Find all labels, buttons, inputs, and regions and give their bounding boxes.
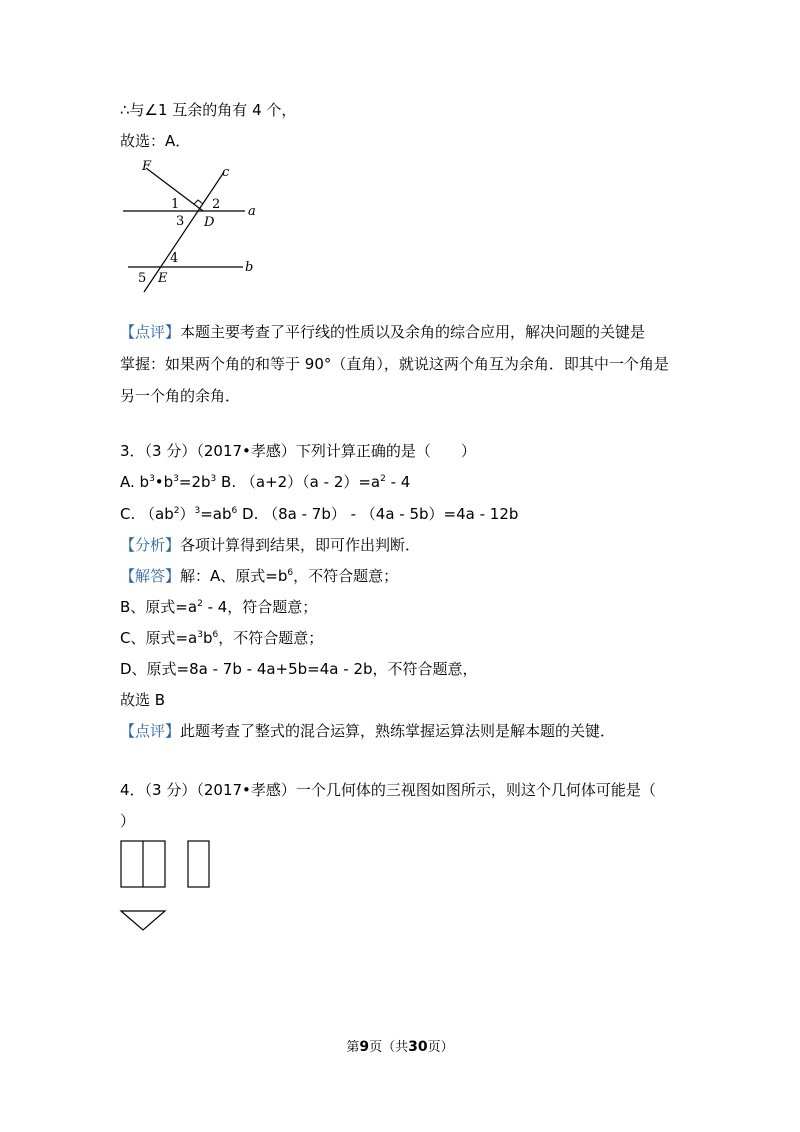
label-b: b: [245, 260, 254, 275]
label-D: D: [204, 215, 215, 230]
q3-stem: 3．（3 分）（2017•孝感）下列计算正确的是（ ）: [120, 442, 476, 460]
label-F: F: [142, 159, 152, 174]
conclusion-line: ∴与∠1 互余的角有 4 个，: [120, 101, 297, 119]
side-view: [188, 841, 209, 887]
right-angle-mark: [194, 200, 203, 204]
comment-para-1: [120, 322, 645, 342]
label-angle-4: 4: [170, 251, 179, 266]
q4-stem: 4．（3 分）（2017•孝感）一个几何体的三视图如图所示，则这个几何体可能是（: [120, 781, 656, 799]
q4-stem-end: ）: [120, 812, 136, 830]
line-c: [144, 172, 224, 292]
label-a: a: [248, 204, 256, 219]
top-view-triangle: [121, 911, 165, 930]
comment-text-1: 本题主要考查了平行线的性质以及余角的综合应用，解决问题的关键是: [180, 323, 646, 341]
label-angle-5: 5: [138, 271, 147, 286]
q3-analysis: 【分析】各项计算得到结果，即可作出判断．: [120, 536, 421, 554]
q3-answer-b: B、原式$=a^2 - 4$，符合题意；: [120, 598, 318, 616]
analysis-tag: 【分析】: [120, 536, 181, 554]
q3-answer-a: 【解答】解：A、原式$=b^6$，不符合题意；: [120, 567, 399, 585]
q3-options-ab: A. $b^3•b^3=2b^3$ B. $(a+2)(a - 2)=a^2 - 4$: [120, 473, 411, 491]
label-E: E: [158, 271, 168, 286]
comment-para-2: 掌握：如果两个角的和等于 90°（直角），就说这两个角互为余角．即其中一个角是: [120, 355, 669, 373]
q3-choice: 故选 B: [120, 691, 166, 709]
comment-tag: 【点评】: [120, 722, 181, 740]
comment-tag: 【点评】: [120, 323, 181, 341]
q3-answer-c: C、原式$=a^3b^6$，不符合题意；: [120, 629, 324, 647]
comment-para-3: 另一个角的余角．: [120, 387, 241, 405]
q3-answer-d: D、原式=8a - 7b - 4a+5b=4a - 2b，不符合题意，: [120, 660, 478, 678]
page-footer: 第9页（共30页）: [346, 1039, 454, 1055]
q3-comment: 【点评】此题考查了整式的混合运算，熟练掌握运算法则是解本题的关键．: [120, 722, 616, 740]
choice-line: 故选：A．: [120, 132, 191, 150]
answer-tag: 【解答】: [120, 567, 181, 585]
label-angle-3: 3: [176, 214, 185, 229]
three-views-figure: [118, 836, 218, 936]
label-c: c: [222, 165, 230, 180]
parallel-lines-figure: [118, 158, 268, 293]
page-number: 9: [359, 1039, 370, 1055]
label-angle-1: 1: [171, 197, 180, 212]
page-total: 30: [408, 1039, 428, 1055]
q3-options-cd: C. $(ab^2)^3=ab^6$ D. （8a - 7b） - （4a - 5b）=4a - 12b: [120, 505, 519, 523]
label-angle-2: 2: [212, 197, 221, 212]
